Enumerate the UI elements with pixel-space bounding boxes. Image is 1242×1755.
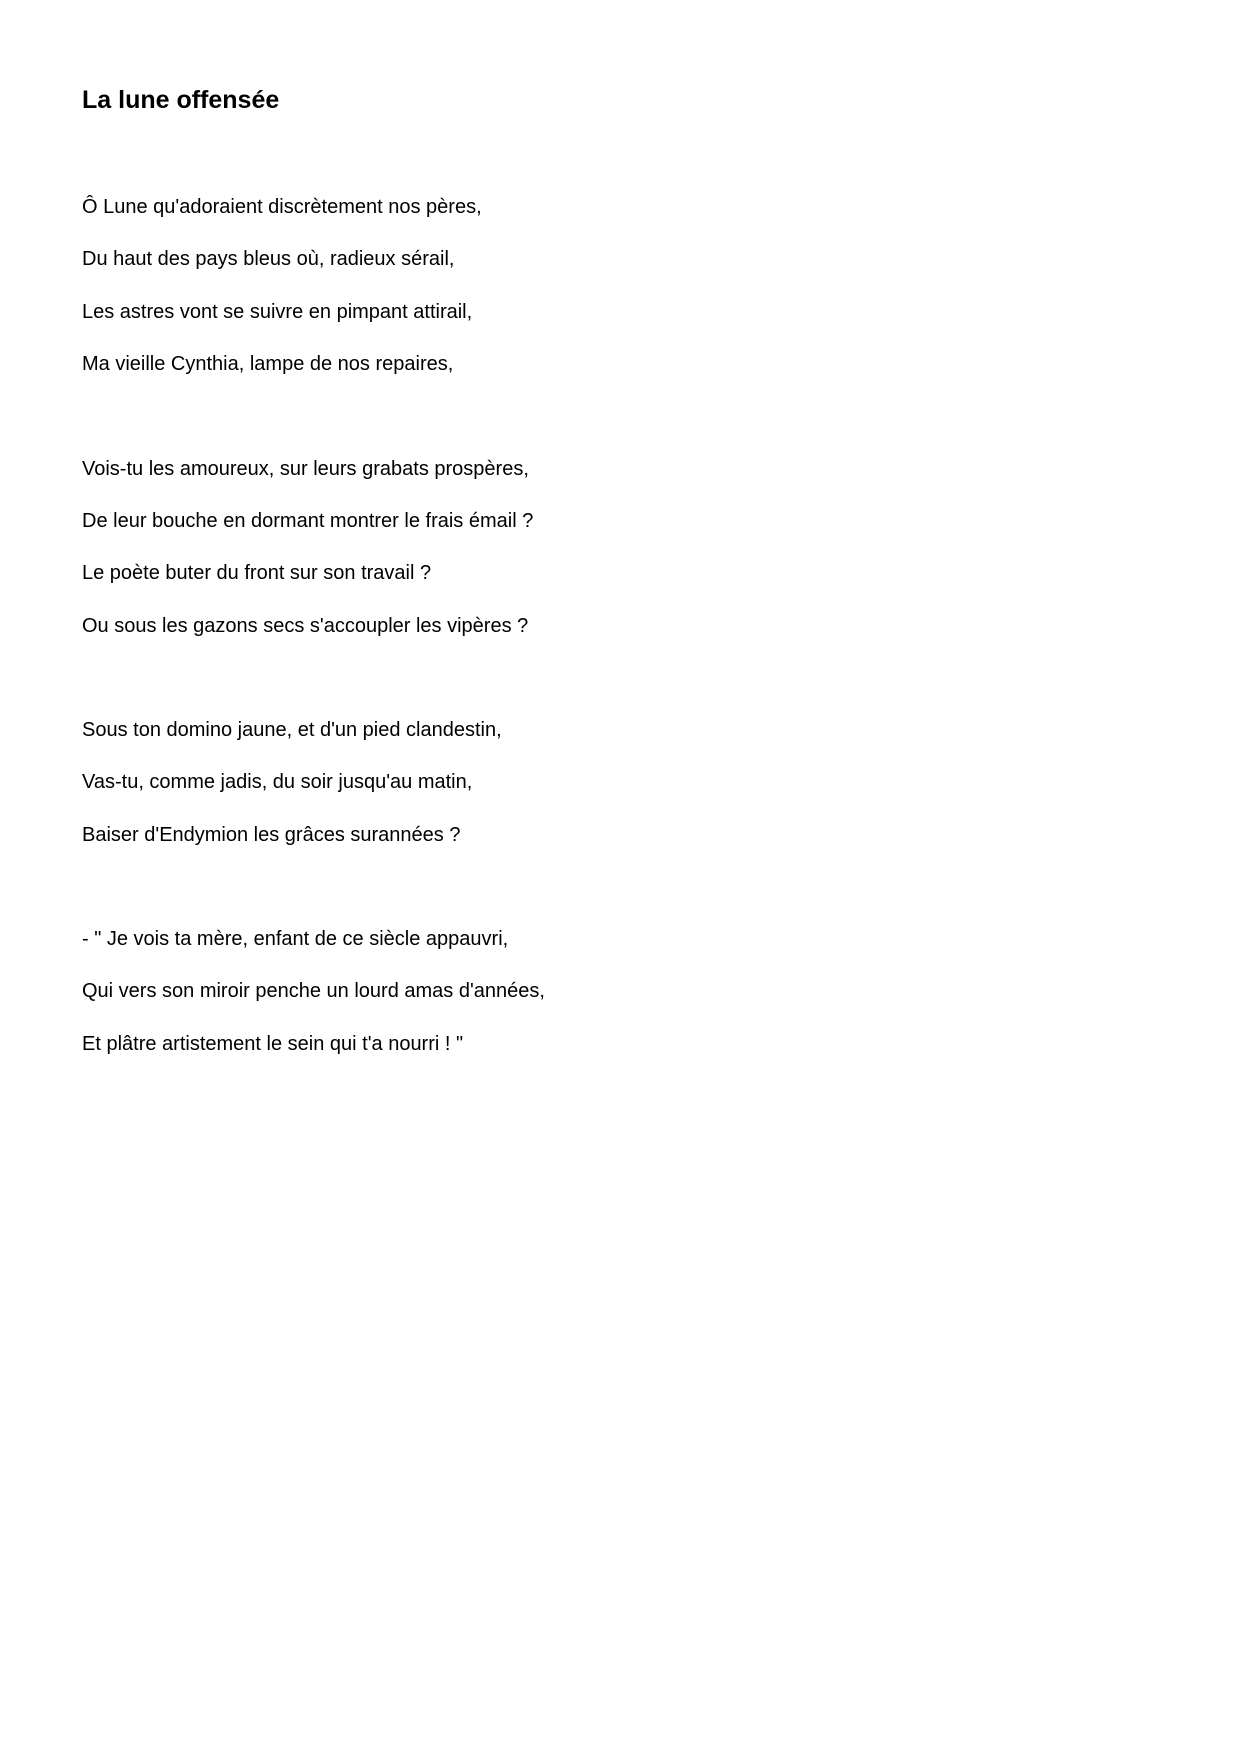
poem-line: Ma vieille Cynthia, lampe de nos repaires, — [82, 353, 454, 375]
poem-line: Vas-tu, comme jadis, du soir jusqu'au matin, — [82, 771, 473, 793]
poem-line: Et plâtre artistement le sein qui t'a nourri ! " — [82, 1033, 464, 1055]
poem-line: Du haut des pays bleus où, radieux sérail, — [82, 248, 455, 270]
poem-line: Qui vers son miroir penche un lourd amas d'années, — [82, 980, 545, 1002]
poem-line: Sous ton domino jaune, et d'un pied clandestin, — [82, 719, 502, 741]
poem-title: La lune offensée — [82, 86, 280, 114]
poem-line: De leur bouche en dormant montrer le frais émail ? — [82, 510, 534, 532]
poem-line: Vois-tu les amoureux, sur leurs grabats prospères, — [82, 458, 529, 480]
poem-line: Le poète buter du front sur son travail ? — [82, 562, 432, 584]
poem-line: Ô Lune qu'adoraient discrètement nos pères, — [82, 196, 482, 218]
poem-line: Ou sous les gazons secs s'accoupler les vipères ? — [82, 615, 529, 637]
poem-line: Les astres vont se suivre en pimpant attirail, — [82, 301, 473, 323]
poem-line: Baiser d'Endymion les grâces surannées ? — [82, 824, 461, 846]
poem-line: - " Je vois ta mère, enfant de ce siècle appauvri, — [82, 928, 509, 950]
